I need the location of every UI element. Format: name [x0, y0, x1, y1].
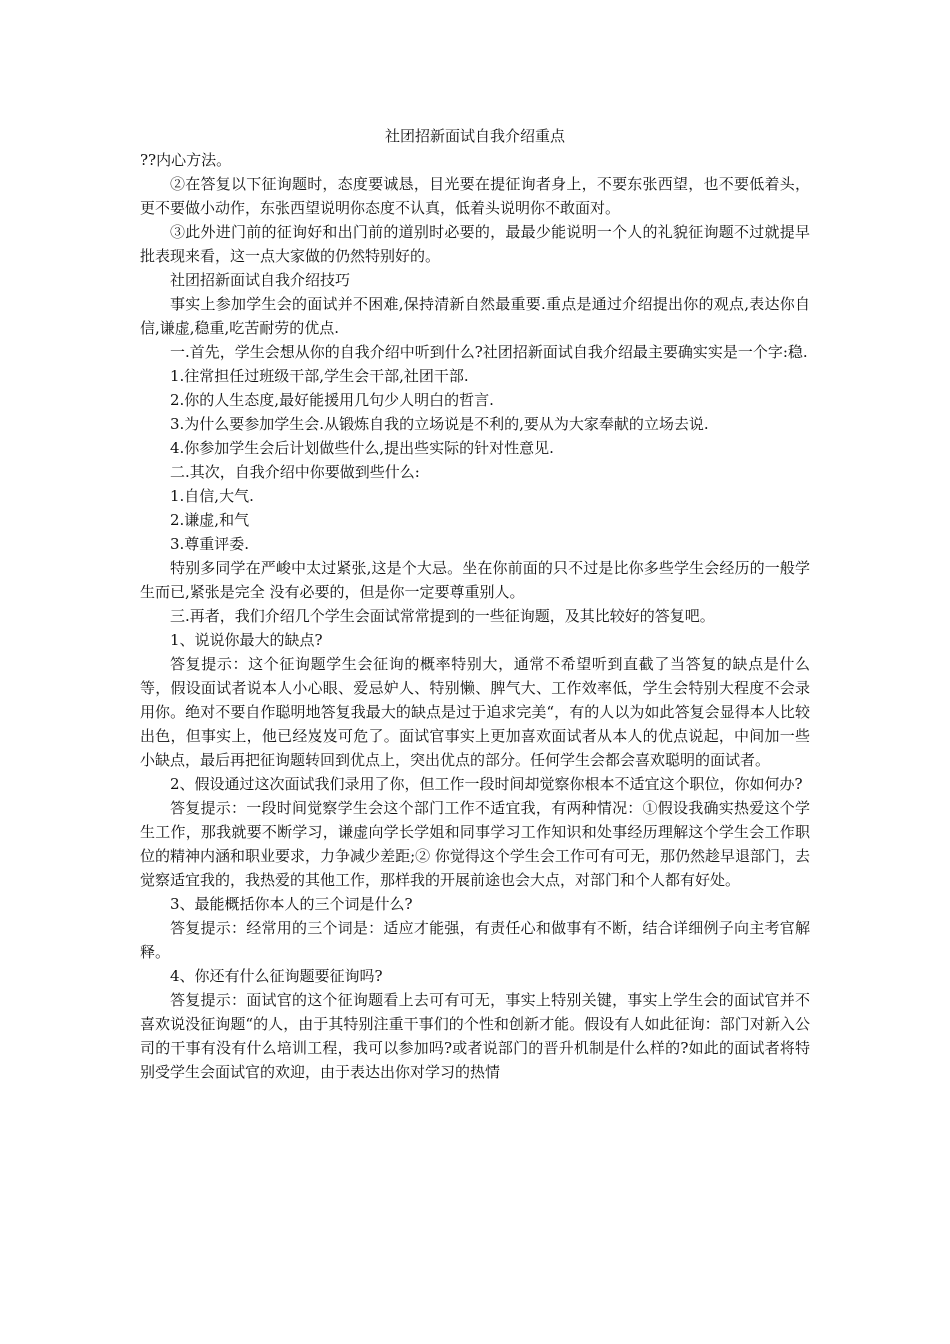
body-paragraph: 1.自信,大气.: [170, 487, 254, 505]
body-paragraph: 3.为什么要参加学生会.从锻炼自我的立场说是不利的,要从为大家奉献的立场去说.: [170, 415, 709, 433]
body-paragraph: ②在答复以下征询题时，态度要诚恳，目光要在提征询者身上，不要东张西望，也不要低着头，更不要做小动作，东张西望说明你态度不认真，低着头说明你不敢面对。: [140, 175, 810, 217]
body-paragraph: ??内心方法。: [140, 151, 232, 169]
body-paragraph: 2、假设通过这次面试我们录用了你，但工作一段时间却觉察你根本不适宜这个职位，你如何办?: [170, 775, 803, 793]
body-paragraph: 社团招新面试自我介绍技巧: [170, 271, 351, 289]
body-paragraph: 一.首先，学生会想从你的自我介绍中听到什么?社团招新面试自我介绍最主要确实实是一个字:稳.: [170, 343, 808, 361]
document-body: [140, 148, 810, 1084]
document-title: 社团招新面试自我介绍重点: [384, 127, 565, 145]
body-paragraph: 答复提示：这个征询题学生会征询的概率特别大，通常不希望听到直截了当答复的缺点是什么等，假设面试者说本人小心眼、爱忌妒人、特别懒、脾气大、工作效率低，学生会特别大程度不会录用你。绝对不要自作聪明地答复我最大的缺点是过于追求完美“，有的人以为如此答复会显得本人比较出色，但事实上，他已经岌岌可危了。面试官事实上更加喜欢面试者从本人的优点说起，中间加一些小缺点，最后再把征询题转回到优点上，突出优点的部分。任何学生会都会喜欢聪明的面试者。: [140, 655, 810, 769]
body-paragraph: 答复提示：面试官的这个征询题看上去可有可无，事实上特别关键，事实上学生会的面试官并不喜欢说没征询题“的人，由于其特别注重干事们的个性和创新才能。假设有人如此征询：部门对新入公司的干事有没有什么培训工程，我可以参加吗?或者说部门的晋升机制是什么样的?如此的面试者将特别受学生会面试官的欢迎，由于表达出你对学习的热情: [140, 991, 810, 1081]
document-page: [140, 124, 810, 1084]
body-paragraph: 答复提示：经常用的三个词是：适应才能强，有责任心和做事有不断，结合详细例子向主考官解释。: [140, 919, 810, 961]
body-paragraph: ③此外进门前的征询好和出门前的道别时必要的，最最少能说明一个人的礼貌征询题不过就提早批表现来看，这一点大家做的仍然特别好的。: [140, 223, 810, 265]
body-paragraph: 2.你的人生态度,最好能援用几句少人明白的哲言.: [170, 391, 494, 409]
body-paragraph: 三.再者，我们介绍几个学生会面试常常提到的一些征询题，及其比较好的答复吧。: [170, 607, 715, 625]
body-paragraph: 3、最能概括你本人的三个词是什么?: [170, 895, 413, 913]
body-paragraph: 答复提示：一段时间觉察学生会这个部门工作不适宜我，有两种情况：①假设我确实热爱这个学生工作，那我就要不断学习，谦虚向学长学姐和同事学习工作知识和处事经历理解这个学生会工作职位的精神内涵和职业要求，力争减少差距;② 你觉得这个学生会工作可有可无，那仍然趁早退部门，去觉察适宜我的，我热爱的其他工作，那样我的开展前途也会大点，对部门和个人都有好处。: [140, 799, 810, 889]
body-paragraph: 3.尊重评委.: [170, 535, 250, 553]
body-paragraph: 二.其次，自我介绍中你要做到些什么:: [170, 463, 420, 481]
body-paragraph: 1.往常担任过班级干部,学生会干部,社团干部.: [170, 367, 469, 385]
body-paragraph: 1、说说你最大的缺点?: [170, 631, 323, 649]
body-paragraph: 特别多同学在严峻中太过紧张,这是个大忌。坐在你前面的只不过是比你多些学生会经历的一般学生而已,紧张是完全 没有必要的，但是你一定要尊重别人。: [140, 559, 810, 601]
body-paragraph: 4、你还有什么征询题要征询吗?: [170, 967, 383, 985]
body-paragraph: 事实上参加学生会的面试并不困难,保持清新自然最重要.重点是通过介绍提出你的观点,表达你自信,谦虚,稳重,吃苦耐劳的优点.: [140, 295, 810, 337]
body-paragraph: 2.谦虚,和气: [170, 511, 250, 529]
body-paragraph: 4.你参加学生会后计划做些什么,提出些实际的针对性意见.: [170, 439, 554, 457]
